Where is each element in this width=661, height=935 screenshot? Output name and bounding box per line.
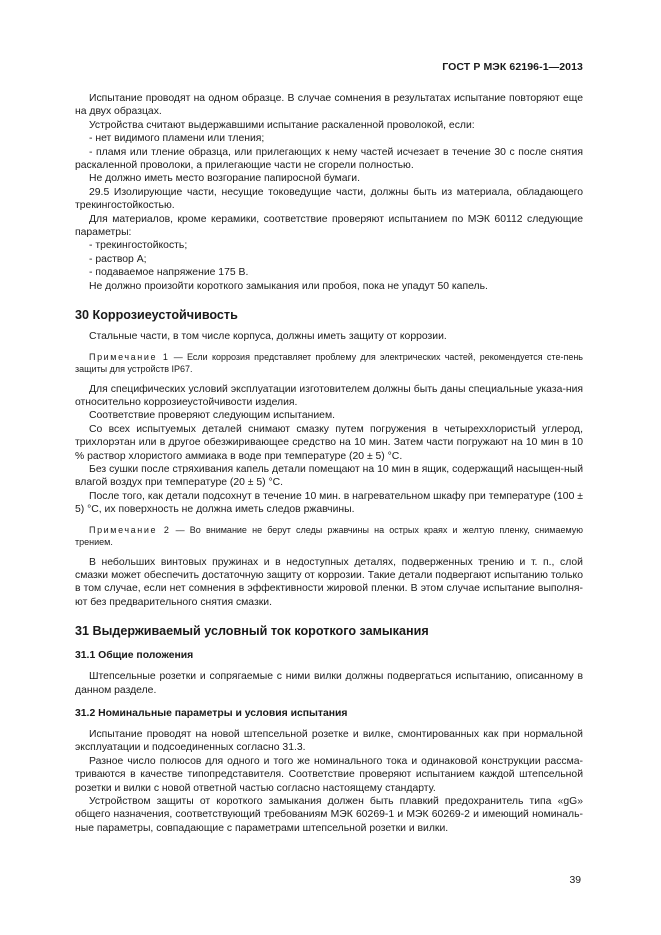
paragraph: Штепсельные розетки и сопрягаемые с ними вилки должны подвергаться испытанию, описанному в данном разделе. bbox=[75, 671, 583, 696]
paragraph: Не должно иметь место возгорание папиросной бумаги. bbox=[89, 173, 361, 185]
paragraph: Испытание проводят на новой штепсельной розетке и вилке, смонтированных как при нормальной эксплуатации и подсоединенных согласно 31.3. bbox=[75, 729, 583, 754]
paragraph: После того, как детали подсохнут в течение 10 мин. в нагревательном шкафу при температуре (100 ± 5) °С, их поверхность не должна иметь следов ржавчины. bbox=[75, 490, 583, 516]
paragraph: Без сушки после стряхивания капель детали помещают на 10 мин в ящик, содержащий насыщен-ный влагой воздух при температуре (20 ± 5) °С. bbox=[75, 463, 583, 489]
paragraph: Устройства считают выдержавшими испытание раскаленной проволокой, если: bbox=[89, 119, 475, 131]
list-item: - подаваемое напряжение 175 В. bbox=[89, 267, 249, 279]
paragraph: Испытание проводят на одном образце. В случае сомнения в результатах испытание повторяют еще на двух образцах. bbox=[75, 93, 583, 118]
paragraph: Стальные части, в том числе корпуса, должны иметь защиту от коррозии. bbox=[89, 331, 447, 343]
note-1-label: Примечание 1 bbox=[89, 351, 170, 362]
paragraph: Для специфических условий эксплуатации изготовителем должны быть даны специальные указа-ния относительно коррозиеустойчивости изделия. bbox=[75, 383, 583, 408]
subsection-31-1-title: 31.1 Общие положения bbox=[75, 650, 194, 662]
note-1-text: — Если коррозия представляет проблему для электрических частей, рекомендуется сте-пень защиты для устройств IP67. bbox=[75, 351, 583, 374]
paragraph: Не должно произойти короткого замыкания или пробоя, пока не упадут 50 капель. bbox=[89, 280, 488, 292]
list-item: - пламя или тление образца, или прилегающих к нему частей исчезает в течение 30 с после снятия раскаленной проволоки, а прилегающие части не сгорели полностью. bbox=[75, 146, 583, 172]
paragraph: Соответствие проверяют следующим испытанием. bbox=[89, 410, 335, 422]
note-2-text: — Во внимание не берут следы ржавчины на острых краях и желтую пленку, снимаемую трением. bbox=[75, 524, 583, 548]
paragraph: Для материалов, кроме керамики, соответствие проверяют испытанием по МЭК 60112 следующие параметры: bbox=[75, 213, 583, 239]
paragraph: Разное число полюсов для одного и того же номинального тока и одинаковой конструкции рассма-триваются в качестве типопредставителя. Соответствие проверяют испытанием каждой штепсельной розетки и вилки с новой ответной частью согласно настоящему стандарту. bbox=[75, 755, 583, 794]
clause-29-5: 29.5 Изолирующие части, несущие токоведущие части, должны быть из материала, обладающего трекингостойкостью. bbox=[75, 186, 583, 212]
paragraph: В небольших винтовых пружинах и в недоступных деталях, подверженных трению и т. п., слой смазки может обеспечить достаточную защиту от коррозии. Такие детали подвергают испытанию только в том случае, если нет сомнения в эффективности жировой пленки. В этом случае испытание выполня-ют без предварительного снятия смазки. bbox=[75, 556, 583, 608]
section-30-title: 30 Коррозиеустойчивость bbox=[75, 308, 238, 323]
paragraph: Со всех испытуемых деталей снимают смазку путем погружения в четыреххлористый углерод, трихлорэтан или в другое обезжиривающее средство на 10 мин. Затем части погружают на 10 мин в 10 % раствор хлористого аммиака в воде при температуре (20 ± 5) °С. bbox=[75, 423, 583, 462]
note-1 bbox=[75, 351, 583, 376]
page-content bbox=[75, 92, 583, 835]
subsection-31-2-title: 31.2 Номинальные параметры и условия испытания bbox=[75, 708, 348, 719]
note-2 bbox=[75, 524, 583, 549]
paragraph: Устройством защиты от короткого замыкания должен быть плавкий предохранитель типа «gG» общего назначения, соответствующий требованиям МЭК 60269-1 и МЭК 60269-2 и имеющий номиналь-ные параметры, совпадающие с параметрами штепсельной розетки и вилки. bbox=[75, 796, 583, 834]
list-item: - нет видимого пламени или тления; bbox=[89, 133, 265, 145]
standard-header: ГОСТ Р МЭК 62196-1—2013 bbox=[442, 61, 583, 73]
list-item: - раствор А; bbox=[89, 253, 147, 265]
note-2-label: Примечание 2 bbox=[89, 524, 171, 535]
page-number: 39 bbox=[569, 875, 581, 886]
section-31-title: 31 Выдерживаемый условный ток короткого замыкания bbox=[75, 624, 429, 639]
list-item: - трекингостойкость; bbox=[89, 240, 188, 252]
